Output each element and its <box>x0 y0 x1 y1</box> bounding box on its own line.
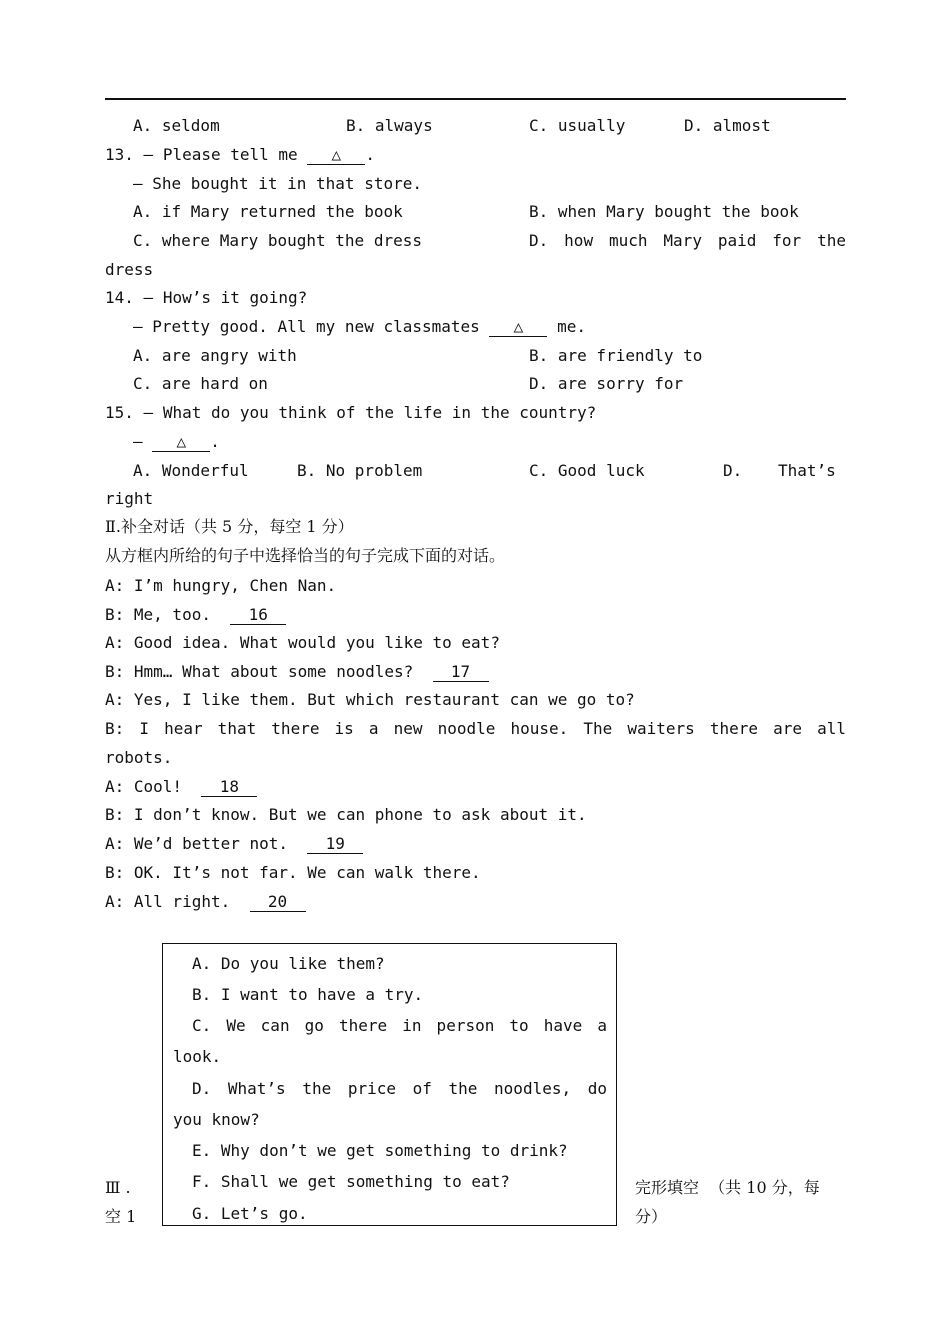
dialogue-line-6-wrap: robots. <box>105 748 173 767</box>
section-3-heading-left-2: 空 1 <box>105 1207 137 1226</box>
q14-option-a: A. are angry with <box>133 346 297 365</box>
q12-option-a: A. seldom <box>133 116 220 135</box>
q14-option-b: B. are friendly to <box>529 346 703 365</box>
blank-20: 20 <box>250 893 306 912</box>
q15-option-d-text: That’s <box>778 461 836 480</box>
blank-17: 17 <box>433 663 489 682</box>
dialogue-line-10: B: OK. It’s not far. We can walk there. <box>105 863 481 882</box>
dialogue-line-5: A: Yes, I like them. But which restaurant can we go to? <box>105 690 635 709</box>
q15-option-a: A. Wonderful <box>133 461 249 480</box>
section-3-heading-left: Ⅲ . <box>105 1178 131 1197</box>
q15-option-d: D. <box>723 461 743 480</box>
choice-b: B. I want to have a try. <box>192 985 424 1004</box>
choice-e: E. Why don’t we get something to drink? <box>192 1141 568 1160</box>
choice-c: C. We can go there in person to have a <box>192 1016 607 1035</box>
q13-number: 13. <box>105 145 134 164</box>
q14-option-d: D. are sorry for <box>529 374 684 393</box>
section-3-heading-right-2: 分） <box>635 1207 668 1226</box>
q15-option-c: C. Good luck <box>529 461 645 480</box>
dialogue-line-2: B: Me, too. 16 <box>105 605 286 625</box>
section-2-instruction: 从方框内所给的句子中选择恰当的句子完成下面的对话。 <box>105 546 506 565</box>
q13-option-a: A. if Mary returned the book <box>133 202 403 221</box>
q13-response: — She bought it in that store. <box>133 174 422 193</box>
q14-option-c: C. are hard on <box>133 374 268 393</box>
choice-g: G. Let’s go. <box>192 1204 308 1223</box>
choice-a: A. Do you like them? <box>192 954 385 973</box>
choice-d-wrap: you know? <box>173 1110 260 1129</box>
dialogue-line-1: A: I’m hungry, Chen Nan. <box>105 576 337 595</box>
q14-stem: 14. — How’s it going? <box>105 288 308 307</box>
q15-response: — △ . <box>133 432 220 451</box>
dialogue-line-9: A: We’d better not. 19 <box>105 834 363 854</box>
blank-16: 16 <box>230 606 286 625</box>
q12-option-c: C. usually <box>529 116 626 135</box>
q13-option-c: C. where Mary bought the dress <box>133 231 422 250</box>
q12-option-d: D. almost <box>684 116 771 135</box>
blank-19: 19 <box>307 835 363 854</box>
q13-option-d-wrap: dress <box>105 260 154 279</box>
q13-stem: 13. — Please tell me △ . <box>105 145 375 164</box>
header-rule <box>105 98 846 100</box>
q15-stem: 15. — What do you think of the life in the country? <box>105 403 597 422</box>
section-3-heading-right: 完形填空 （共 10 分，每 <box>635 1178 820 1197</box>
section-2-heading: Ⅱ.补全对话（共 5 分，每空 1 分） <box>105 517 354 536</box>
choice-c-wrap: look. <box>173 1047 222 1066</box>
choice-f: F. Shall we get something to eat? <box>192 1172 510 1191</box>
q14-response: — Pretty good. All my new classmates △ me. <box>133 317 586 336</box>
q15-option-b: B. No problem <box>297 461 423 480</box>
dialogue-line-6: B: I hear that there is a new noodle house. The waiters there are all <box>105 719 846 738</box>
q13-option-b: B. when Mary bought the book <box>529 202 799 221</box>
dialogue-line-8: B: I don’t know. But we can phone to ask about it. <box>105 805 587 824</box>
dialogue-line-11: A: All right. 20 <box>105 892 306 912</box>
dialogue-line-4: B: Hmm… What about some noodles? 17 <box>105 662 489 682</box>
blank-18: 18 <box>201 778 257 797</box>
q15-option-d-wrap: right <box>105 489 154 508</box>
q15-number: 15. <box>105 403 134 422</box>
choice-d: D. What’s the price of the noodles, do <box>192 1079 607 1098</box>
q14-blank: △ <box>489 318 547 337</box>
q12-option-b: B. always <box>346 116 433 135</box>
q14-number: 14. <box>105 288 134 307</box>
q15-blank: △ <box>152 433 210 452</box>
q13-option-d: D. how much Mary paid for the <box>529 231 846 250</box>
dialogue-line-3: A: Good idea. What would you like to eat? <box>105 633 500 652</box>
dialogue-line-7: A: Cool! 18 <box>105 777 257 797</box>
q13-blank: △ <box>307 146 365 165</box>
